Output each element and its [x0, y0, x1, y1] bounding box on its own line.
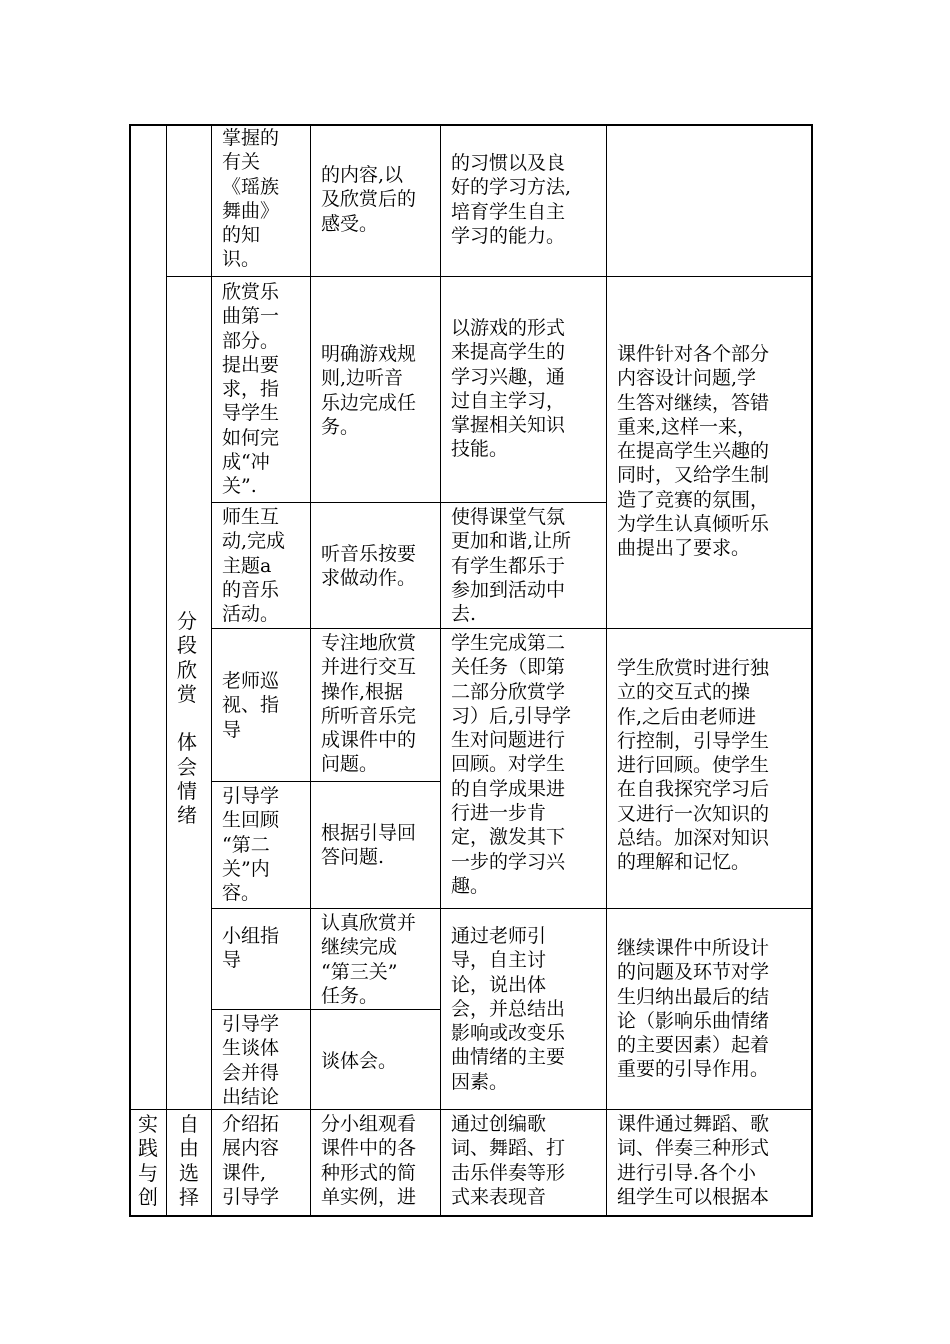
row4-row5-col-f: 学生欣赏时进行独 立的交互式的操 作,之后由老师进 行控制，引导学生 进行回顾。使学生 在自我探究学习后 又进行一次知识的 总结。加深对知识 的理解和记忆。	[617, 657, 770, 874]
col-line-c	[310, 124, 311, 1217]
row-line-2	[211, 502, 607, 503]
row3-col-d: 听音乐按要 求做动作。	[321, 543, 417, 590]
row-line-6	[211, 1009, 441, 1010]
row2-col-c: 欣赏乐 曲第一 部分。 提出要 求，指 导学生 如何完 成“冲 关”.	[222, 281, 280, 498]
row1-col-c: 掌握的 有关 《瑶族 舞曲》 的知 识。	[222, 127, 280, 271]
row8-col-f: 课件通过舞蹈、歌 词、伴奏三种形式 进行引导.各个小 组学生可以根据本	[617, 1113, 770, 1208]
row8-col-a: 实 践 与 创	[138, 1112, 158, 1209]
row4-col-c: 老师巡 视、指 导	[222, 670, 280, 741]
table-border-right	[811, 124, 813, 1217]
row4-row5-col-e: 学生完成第二 关任务（即第 二部分欣赏学 习）后,引导学 生对问题进行 回顾。对学生 的自学成果进 行进一步肯 定，激发其下 一步的学习兴 趣。	[451, 632, 572, 897]
row6-row7-col-e: 通过老师引 导，自主讨 论，说出体 会，并总结出 影响或改变乐 曲情绪的主要 因素。	[451, 925, 566, 1093]
col-line-d	[440, 124, 441, 1217]
table-border-bottom	[129, 1215, 813, 1217]
col-line-e	[606, 124, 607, 1217]
col-line-a	[166, 124, 167, 1217]
row6-col-c: 小组指 导	[222, 925, 280, 972]
lesson-plan-table	[129, 124, 813, 1217]
row6-row7-col-f: 继续课件中所设计 的问题及环节对学 生归纳出最后的结 论（影响乐曲情绪 的主要因素）起着 重要的引导作用。	[617, 937, 770, 1081]
row7-col-c: 引导学 生谈体 会并得 出结论	[222, 1013, 280, 1108]
row8-col-b: 自 由 选 择	[179, 1112, 199, 1209]
row2-row3-col-f: 课件针对各个部分 内容设计问题,学 生答对继续，答错 重来,这样一来， 在提高学生兴趣的 同时，又给学生制 造了竞赛的氛围， 为学生认真倾听乐 曲提出了要求。	[617, 343, 770, 560]
row-line-5	[211, 908, 813, 909]
col-line-b	[211, 124, 212, 1217]
row8-col-c: 介绍拓 展内容 课件, 引导学	[222, 1113, 280, 1208]
row-line-4	[211, 781, 441, 782]
section-label-fenduan: 分 段 欣 赏 体 会 情 绪	[177, 609, 197, 828]
row7-col-d: 谈体会。	[321, 1050, 398, 1072]
row6-col-d: 认真欣赏并 继续完成 “第三关” 任务。	[321, 912, 417, 1007]
row1-col-d: 的内容,以 及欣赏后的 感受。	[321, 164, 417, 235]
row5-col-c: 引导学 生回顾 “第二 关”内 容。	[222, 785, 280, 905]
row4-col-d: 专注地欣赏 并进行交互 操作,根据 所听音乐完 成课件中的 问题。	[321, 632, 417, 776]
row2-col-e: 以游戏的形式 来提高学生的 学习兴趣，通 过自主学习， 掌握相关知识 技能。	[451, 317, 566, 461]
row2-col-d: 明确游戏规 则,边听音 乐边完成任 务。	[321, 343, 417, 438]
row1-col-e: 的习惯以及良 好的学习方法, 培育学生自主 学习的能力。	[451, 152, 572, 247]
row3-col-e: 使得课堂气氛 更加和谐,让所 有学生都乐于 参加到活动中 去.	[451, 506, 572, 626]
row-line-1	[166, 276, 813, 277]
table-border-left	[129, 124, 131, 1217]
row-line-3	[211, 628, 813, 629]
row8-col-d: 分小组观看 课件中的各 种形式的简 单实例，进	[321, 1113, 417, 1208]
row8-col-e: 通过创编歌 词、舞蹈、打 击乐伴奏等形 式来表现音	[451, 1113, 566, 1208]
row3-col-c: 师生互 动,完成 主题a 的音乐 活动。	[222, 506, 286, 626]
row5-col-d: 根据引导回 答问题.	[321, 822, 417, 869]
